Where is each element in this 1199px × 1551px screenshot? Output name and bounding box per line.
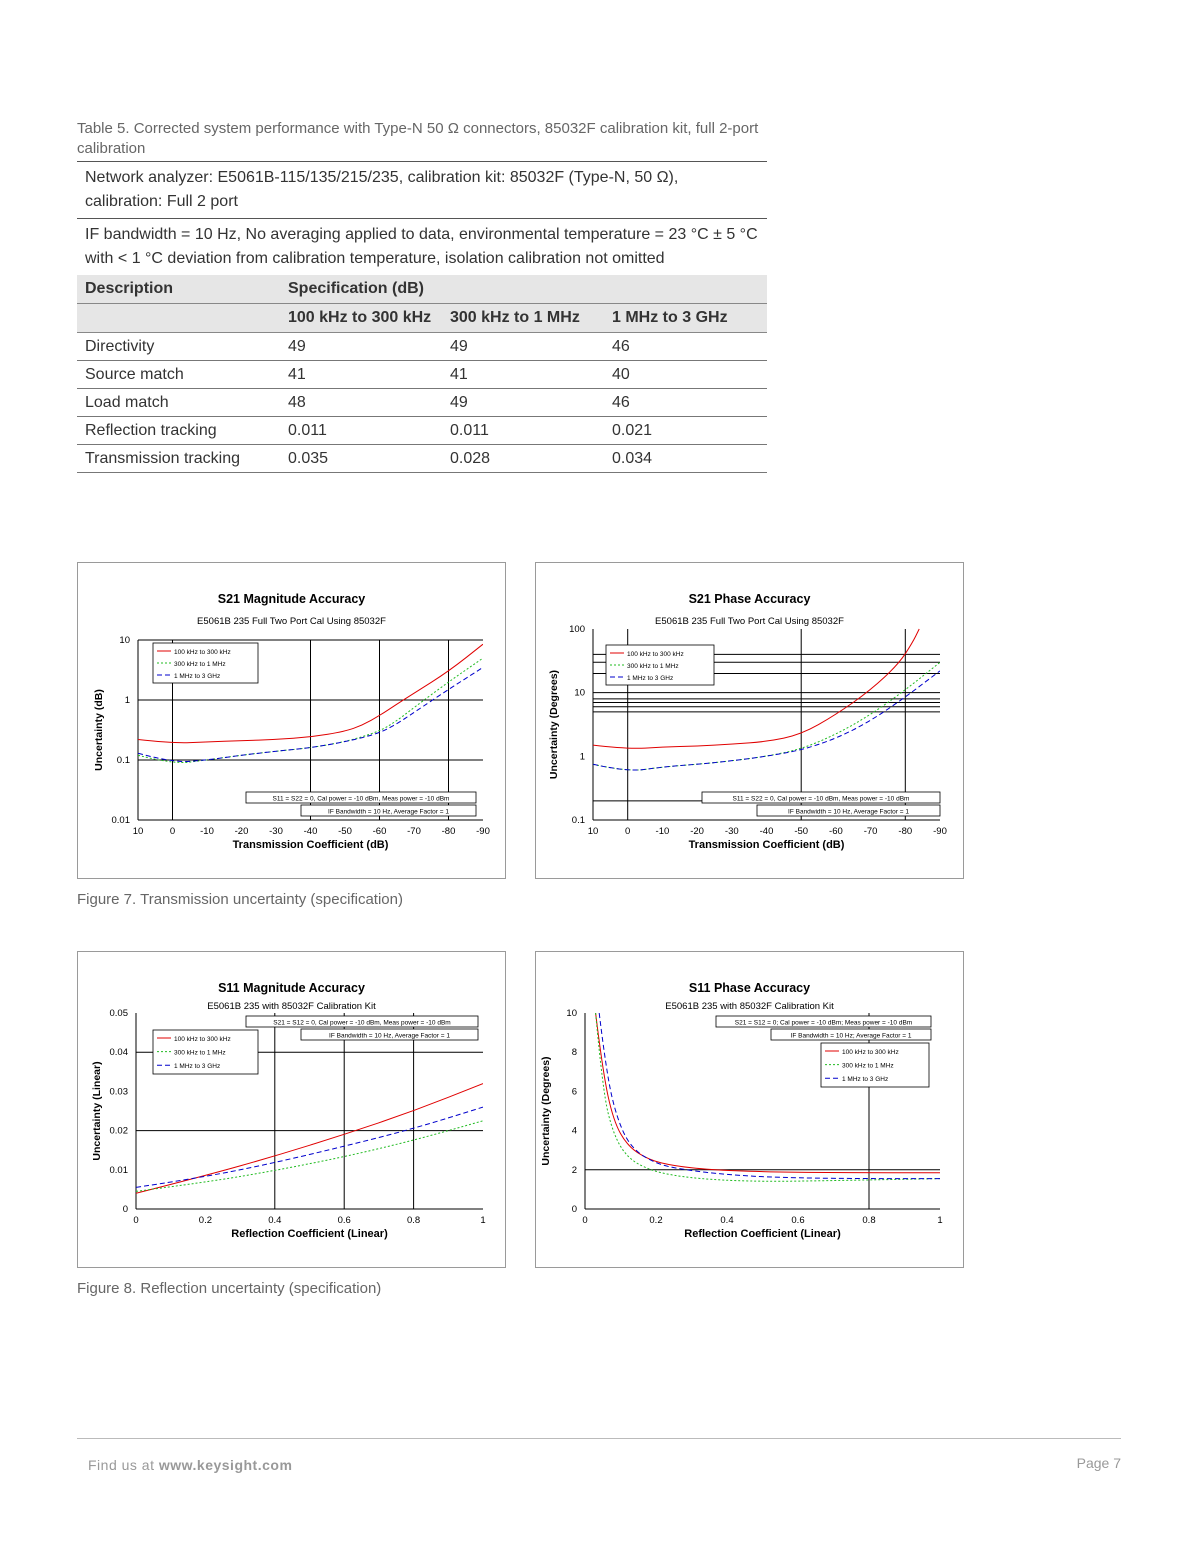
chart-title: S11 Magnitude Accuracy <box>218 981 365 995</box>
table-note-row <box>77 219 767 276</box>
chart-title: S21 Phase Accuracy <box>688 592 811 606</box>
chart-subtitle: E5061B 235 Full Two Port Cal Using 85032F <box>197 616 386 627</box>
legend-label: 100 kHz to 300 kHz <box>627 651 684 658</box>
cell-value: 41 <box>280 361 442 389</box>
x-tick-label: 0.2 <box>649 1215 663 1226</box>
x-tick-label: 0.4 <box>268 1215 282 1226</box>
x-tick-label: 0.8 <box>406 1215 421 1226</box>
cell-value: 46 <box>604 389 767 417</box>
series-line <box>136 1084 483 1194</box>
x-tick-label: -60 <box>372 826 387 837</box>
footer-url-link[interactable]: www.keysight.com <box>158 1457 293 1473</box>
x-tick-label: 0.2 <box>198 1215 213 1226</box>
x-tick-label: -60 <box>829 826 843 837</box>
x-tick-label: 10 <box>587 826 599 837</box>
table-note-analyzer: Network analyzer: E5061B-115/135/215/235, calibration kit: 85032F (Type-N, 50 Ω), calibration: Full 2 port <box>77 162 767 219</box>
chart-subtitle: E5061B 235 Full Two Port Cal Using 85032F <box>655 616 844 627</box>
cell-value: 41 <box>442 361 604 389</box>
x-axis-label: Transmission Coefficient (dB) <box>688 839 845 851</box>
row-label: Load match <box>77 389 280 417</box>
x-tick-label: 0.8 <box>862 1215 876 1226</box>
footer-find-us-text: Find us at <box>88 1457 155 1473</box>
legend-label: 100 kHz to 300 kHz <box>842 1049 899 1056</box>
x-tick-label: -90 <box>933 826 947 837</box>
y-tick-label: 0.1 <box>571 815 585 826</box>
y-tick-label: 0.05 <box>109 1008 128 1019</box>
x-axis-label: Reflection Coefficient (Linear) <box>231 1228 388 1240</box>
legend-label: 300 kHz to 1 MHz <box>174 1049 226 1057</box>
chart-subtitle: E5061B 235 with 85032F Calibration Kit <box>207 1001 376 1012</box>
x-axis-label: Transmission Coefficient (dB) <box>232 839 389 851</box>
x-tick-label: -20 <box>690 826 704 837</box>
legend-label: 1 MHz to 3 GHz <box>174 1063 221 1071</box>
series-line <box>593 671 940 770</box>
y-tick-label: 0 <box>122 1204 128 1215</box>
figure7-caption: Figure 7. Transmission uncertainty (specification) <box>77 891 403 908</box>
cell-value: 49 <box>280 333 442 361</box>
header-description: Description <box>77 275 280 304</box>
y-tick-label: 0.03 <box>109 1086 128 1098</box>
x-tick-label: 0.6 <box>791 1215 805 1226</box>
cell-value: 48 <box>280 389 442 417</box>
chart-s21-phase <box>535 562 964 879</box>
y-tick-label: 0.1 <box>116 755 130 766</box>
cell-value: 49 <box>442 389 604 417</box>
header-range: 1 MHz to 3 GHz <box>604 304 767 333</box>
chart-s21-magnitude <box>77 562 506 879</box>
header-range: 300 kHz to 1 MHz <box>442 304 604 333</box>
y-tick-label: 8 <box>571 1047 577 1059</box>
x-tick-label: 0 <box>133 1215 139 1226</box>
legend-label: 1 MHz to 3 GHz <box>842 1076 889 1084</box>
chart-s11-magnitude <box>77 951 506 1268</box>
table-row <box>77 417 767 445</box>
chart-title: S11 Phase Accuracy <box>688 981 811 995</box>
y-tick-label: 10 <box>566 1008 577 1019</box>
chart-svg <box>536 563 963 878</box>
note-text: S11 = S22 = 0, Cal power = -10 dBm, Meas power = -10 dBm <box>732 795 910 803</box>
table-row <box>77 333 767 361</box>
chart-subtitle: E5061B 235 with 85032F Calibration Kit <box>665 1001 834 1012</box>
x-tick-label: -50 <box>338 826 352 837</box>
table-row <box>77 445 767 473</box>
table-row <box>77 389 767 417</box>
x-tick-label: -50 <box>794 826 809 837</box>
x-tick-label: -70 <box>407 826 421 837</box>
cell-value: 0.011 <box>280 417 442 445</box>
table-subheader-row <box>77 304 767 333</box>
x-tick-label: 0.4 <box>720 1215 734 1226</box>
x-tick-label: -90 <box>476 826 490 837</box>
chart-svg <box>536 952 963 1267</box>
legend-label: 300 kHz to 1 MHz <box>842 1062 894 1070</box>
chart-svg <box>78 563 505 878</box>
y-tick-label: 1 <box>124 695 130 706</box>
row-label: Directivity <box>77 333 280 361</box>
x-tick-label: 1 <box>937 1215 943 1226</box>
table-row <box>77 361 767 389</box>
x-axis-label: Reflection Coefficient (Linear) <box>684 1228 841 1240</box>
x-tick-label: -80 <box>898 826 913 837</box>
note-text: IF Bandwidth = 10 Hz, Average Factor = 1 <box>328 808 449 816</box>
table-caption: Table 5. Corrected system performance with Type-N 50 Ω connectors, 85032F calibration kit, full 2-port calibration <box>77 120 759 157</box>
header-range: 100 kHz to 300 kHz <box>280 304 442 333</box>
row-label: Source match <box>77 361 280 389</box>
x-tick-label: 0 <box>169 826 176 837</box>
x-tick-label: 10 <box>132 826 144 837</box>
note-text: S21 = S12 = 0; Cal power = -10 dBm; Meas power = -10 dBm <box>734 1019 913 1027</box>
x-tick-label: 1 <box>480 1215 486 1226</box>
x-tick-label: -20 <box>234 826 249 837</box>
chart-svg <box>78 952 505 1267</box>
header-empty <box>77 304 280 333</box>
figure8-caption: Figure 8. Reflection uncertainty (specification) <box>77 1280 382 1297</box>
y-tick-label: 0.01 <box>111 815 130 826</box>
note-text: IF Bandwidth = 10 Hz; Average Factor = 1 <box>790 1032 912 1040</box>
chart-title: S21 Magnitude Accuracy <box>217 592 366 606</box>
y-tick-label: 4 <box>571 1125 577 1137</box>
x-tick-label: -70 <box>863 826 878 837</box>
cell-value: 0.034 <box>604 445 767 473</box>
cell-value: 0.035 <box>280 445 442 473</box>
y-tick-label: 0.01 <box>109 1164 128 1176</box>
x-tick-label: -30 <box>269 826 283 837</box>
legend-label: 300 kHz to 1 MHz <box>627 663 679 670</box>
x-tick-label: 0 <box>625 826 631 837</box>
y-tick-label: 1 <box>579 751 585 763</box>
y-tick-label: 10 <box>574 687 585 699</box>
y-axis-label: Uncertainty (dB) <box>93 689 105 771</box>
y-axis-label: Uncertainty (Degrees) <box>548 669 560 780</box>
y-tick-label: 6 <box>571 1086 577 1098</box>
table-note-row <box>77 162 767 219</box>
x-tick-label: -40 <box>759 826 774 837</box>
page-number: Page 7 <box>1076 1455 1121 1471</box>
series-line <box>136 1107 483 1187</box>
x-tick-label: 0.6 <box>337 1215 351 1226</box>
y-axis-label: Uncertainty (Degrees) <box>540 1056 552 1166</box>
x-tick-label: -40 <box>303 826 318 837</box>
x-tick-label: -80 <box>441 826 456 837</box>
legend-label: 100 kHz to 300 kHz <box>174 1036 231 1043</box>
legend-label: 1 MHz to 3 GHz <box>627 675 674 682</box>
cell-value: 0.028 <box>442 445 604 473</box>
footer-divider <box>77 1438 1121 1439</box>
note-text: S11 = S22 = 0, Cal power = -10 dBm, Meas power = -10 dBm <box>272 795 450 803</box>
table-header-row <box>77 275 767 304</box>
x-tick-label: -10 <box>200 826 214 837</box>
row-label: Transmission tracking <box>77 445 280 473</box>
cell-value: 49 <box>442 333 604 361</box>
table-note-conditions: IF bandwidth = 10 Hz, No averaging applied to data, environmental temperature = 23 °C ± 5 °C with < 1 °C deviation from calibration temperature, isolation calibration not omitted <box>77 219 767 276</box>
y-tick-label: 0.02 <box>109 1125 128 1137</box>
y-axis-label: Uncertainty (Linear) <box>91 1061 103 1161</box>
spec-table <box>77 161 767 473</box>
x-tick-label: -30 <box>724 826 739 837</box>
y-tick-label: 0 <box>571 1204 577 1215</box>
legend-label: 100 kHz to 300 kHz <box>174 649 231 656</box>
footer-find-us <box>88 1457 292 1473</box>
cell-value: 0.011 <box>442 417 604 445</box>
header-specification: Specification (dB) <box>280 275 767 304</box>
cell-value: 0.021 <box>604 417 767 445</box>
chart-s11-phase <box>535 951 964 1268</box>
cell-value: 46 <box>604 333 767 361</box>
note-text: IF Bandwidth = 10 Hz, Average Factor = 1 <box>329 1032 450 1040</box>
note-text: S21 = S12 = 0, Cal power = -10 dBm, Meas power = -10 dBm <box>273 1019 451 1027</box>
cell-value: 40 <box>604 361 767 389</box>
note-text: IF Bandwidth = 10 Hz, Average Factor = 1 <box>788 808 909 816</box>
x-tick-label: 0 <box>582 1215 588 1226</box>
y-tick-label: 100 <box>569 624 585 635</box>
legend-label: 300 kHz to 1 MHz <box>174 661 226 668</box>
legend-label: 1 MHz to 3 GHz <box>174 673 221 680</box>
series-line <box>136 1121 483 1192</box>
y-tick-label: 0.04 <box>109 1047 128 1059</box>
x-tick-label: -10 <box>655 826 670 837</box>
row-label: Reflection tracking <box>77 417 280 445</box>
y-tick-label: 2 <box>571 1164 577 1176</box>
y-tick-label: 10 <box>119 635 130 646</box>
